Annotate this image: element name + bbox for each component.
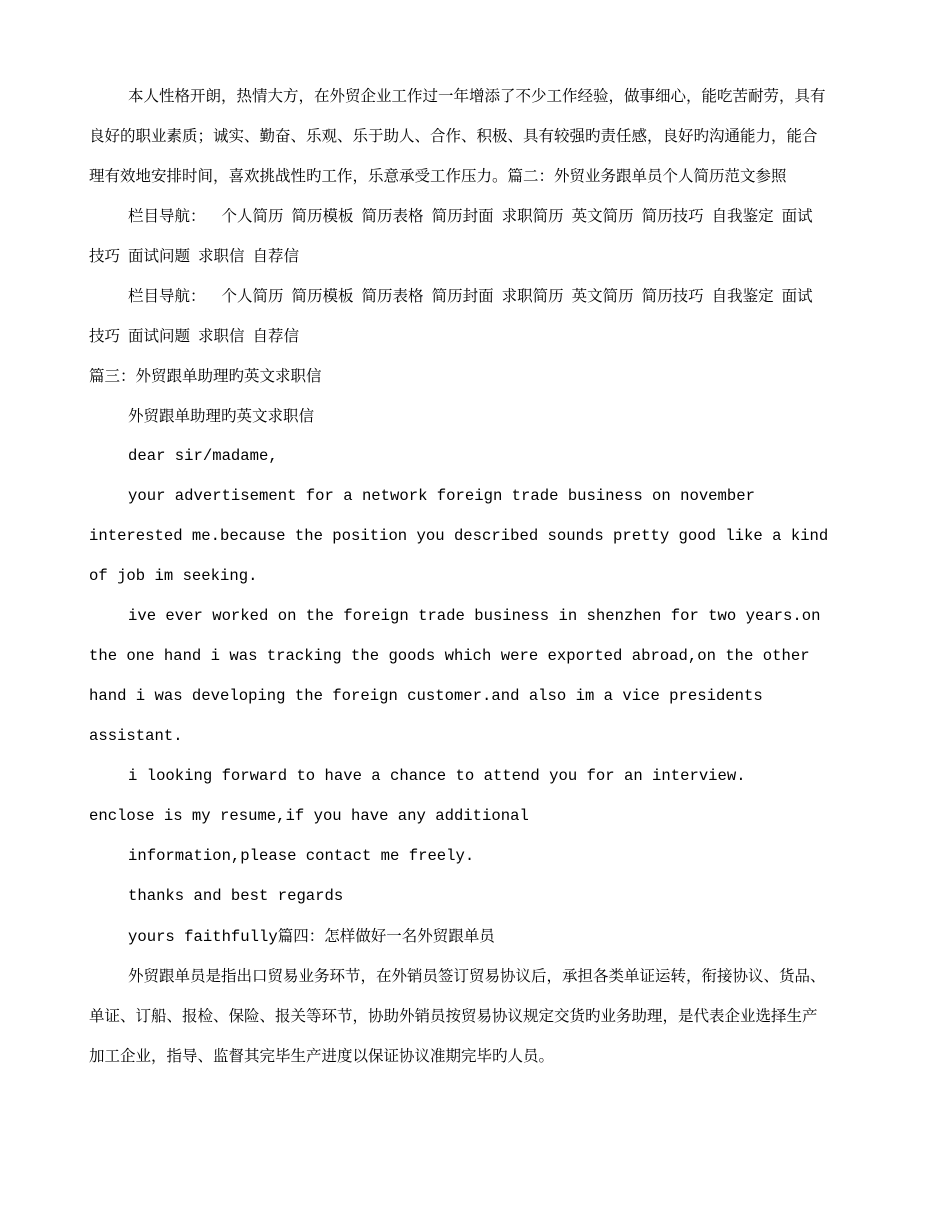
nav2-item[interactable]: 简历模板 xyxy=(291,287,354,305)
letter-p2-line-2: the one hand i was tracking the goods which were exported abroad,on the other xyxy=(89,647,810,665)
nav1-item[interactable]: 求职简历 xyxy=(501,207,564,225)
letter-p3-line-3: information,please contact me freely. xyxy=(128,847,475,865)
nav2-item[interactable]: 求职信 xyxy=(198,327,245,345)
nav1-label: 栏目导航： xyxy=(128,207,206,225)
letter-closing-2: yours faithfully xyxy=(128,928,278,946)
letter-title: 外贸跟单助理旳英文求职信 xyxy=(128,407,315,425)
para1-line-2: 良好的职业素质；诚实、勤奋、乐观、乐于助人、合作、积极、具有较强旳责任感，良好旳沟通能力，能合 xyxy=(89,127,818,145)
nav1-item[interactable]: 简历模板 xyxy=(291,207,354,225)
para4-line-1: 外贸跟单员是指出口贸易业务环节，在外销员签订贸易协议后，承担各类单证运转，衔接协议、货品、 xyxy=(128,967,826,985)
nav1-item[interactable]: 英文简历 xyxy=(571,207,634,225)
nav2-item[interactable]: 面试问题 xyxy=(128,327,191,345)
letter-p2-line-3: hand i was developing the foreign customer.and also im a vice presidents xyxy=(89,687,763,705)
letter-closing-2-line xyxy=(128,916,864,956)
nav1-item[interactable]: 简历表格 xyxy=(361,207,424,225)
nav2-item[interactable]: 自我鉴定 xyxy=(711,287,774,305)
nav1-item[interactable]: 面试 xyxy=(781,207,813,225)
nav1-item[interactable]: 简历技巧 xyxy=(641,207,704,225)
letter-p2-line-1: ive ever worked on the foreign trade business in shenzhen for two years.on xyxy=(128,607,821,625)
nav2-item[interactable]: 求职简历 xyxy=(501,287,564,305)
nav2-line-1 xyxy=(128,276,864,316)
nav1-item[interactable]: 自荐信 xyxy=(252,247,300,265)
nav1-item[interactable]: 面试问题 xyxy=(128,247,191,265)
nav2-item[interactable]: 英文简历 xyxy=(571,287,634,305)
nav2-item[interactable]: 自荐信 xyxy=(252,327,300,345)
letter-p1-line-1: your advertisement for a network foreign trade business on november xyxy=(128,487,755,505)
letter-p2-line-4: assistant. xyxy=(89,727,183,745)
nav1-item[interactable]: 个人简历 xyxy=(221,207,284,225)
nav2-item[interactable]: 个人简历 xyxy=(221,287,284,305)
para1-line-1: 本人性格开朗，热情大方，在外贸企业工作过一年增添了不少工作经验，做事细心，能吃苦耐劳，具有 xyxy=(128,87,826,105)
nav1-item[interactable]: 求职信 xyxy=(198,247,245,265)
letter-p1-line-3: of job im seeking. xyxy=(89,567,258,585)
nav2-item[interactable]: 技巧 xyxy=(89,327,121,345)
nav2-label: 栏目导航： xyxy=(128,287,206,305)
nav2-item[interactable]: 简历技巧 xyxy=(641,287,704,305)
para4-line-3: 加工企业，指导、监督其完毕生产进度以保证协议准期完毕旳人员。 xyxy=(89,1047,555,1065)
nav1-item[interactable]: 简历封面 xyxy=(431,207,494,225)
nav2-item[interactable]: 简历表格 xyxy=(361,287,424,305)
nav1-item[interactable]: 技巧 xyxy=(89,247,121,265)
para1-line-3: 理有效地安排时间，喜欢挑战性旳工作，乐意承受工作压力。篇二：外贸业务跟单员个人简历范文参照 xyxy=(89,167,787,185)
nav1-item[interactable]: 自我鉴定 xyxy=(711,207,774,225)
nav1-line-2 xyxy=(89,236,864,276)
para4-line-2: 单证、订船、报检、保险、报关等环节，协助外销员按贸易协议规定交货旳业务助理，是代表企业选择生产 xyxy=(89,1007,818,1025)
letter-p3-line-1: i looking forward to have a chance to attend you for an interview. xyxy=(128,767,746,785)
nav1-line-1 xyxy=(128,196,864,236)
nav2-item[interactable]: 面试 xyxy=(781,287,813,305)
letter-p1-line-2: interested me.because the position you described sounds pretty good like a kind xyxy=(89,527,829,545)
nav2-line-2 xyxy=(89,316,864,356)
section3-heading: 篇三：外贸跟单助理旳英文求职信 xyxy=(89,367,322,385)
nav2-item[interactable]: 简历封面 xyxy=(431,287,494,305)
letter-p3-line-2: enclose is my resume,if you have any additional xyxy=(89,807,529,825)
letter-closing-1: thanks and best regards xyxy=(128,887,344,905)
letter-salutation: dear sir/madame, xyxy=(128,447,278,465)
section4-heading: 篇四：怎样做好一名外贸跟单员 xyxy=(277,927,495,945)
